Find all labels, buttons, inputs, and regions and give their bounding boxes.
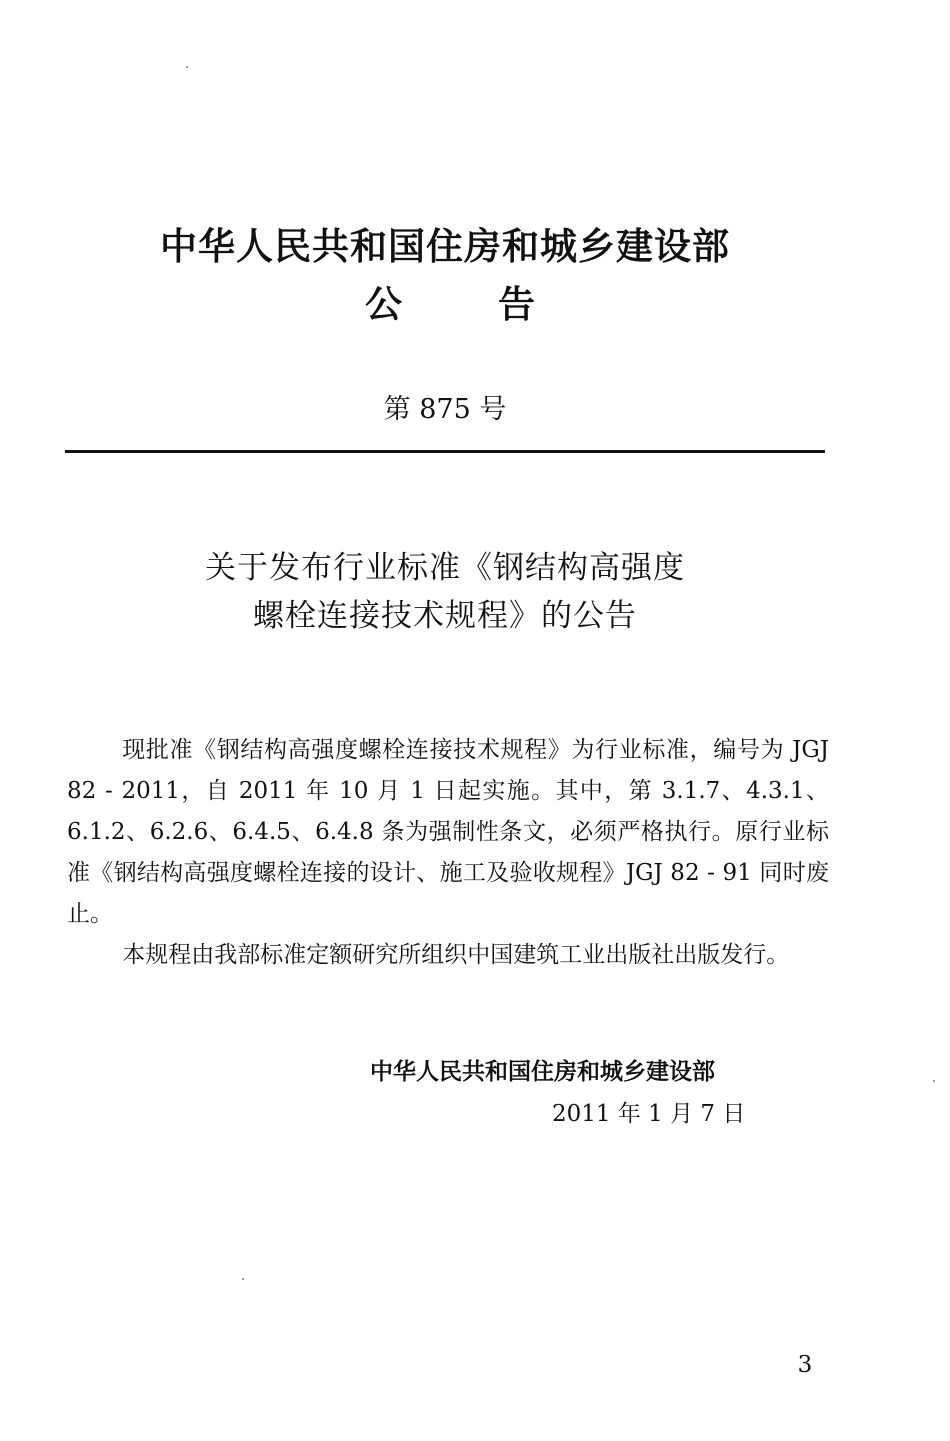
announcement-body: [67, 730, 829, 976]
body-paragraph-1: 现批准《钢结构高强度螺栓连接技术规程》为行业标准，编号为 JGJ 82 - 2011，自 2011 年 10 月 1 日起实施。其中，第 3.1.7、4.3.1、6.1.2、6.2.6、6.4.5、6.4.8 条为强制性条文，必须严格执行。原行业标准《钢结构高强度螺栓连接的设计、施工及验收规程》JGJ 82 - 91 同时废止。: [67, 737, 829, 927]
notice-title: 公告: [365, 283, 535, 326]
heading-line-1: 关于发布行业标准《钢结构高强度: [205, 550, 685, 586]
issuer-title: 中华人民共和国住房和城乡建设部: [160, 225, 730, 268]
issue-number: 第 875 号: [383, 394, 507, 425]
signature-date: 2011 年 1 月 7 日: [552, 1101, 746, 1127]
signature-organization: 中华人民共和国住房和城乡建设部: [370, 1059, 715, 1085]
header-divider: [65, 450, 825, 453]
heading-line-2: 螺栓连接技术规程》的公告: [253, 598, 637, 634]
scan-speck: [242, 1278, 244, 1280]
scan-speck: [186, 66, 188, 68]
announcement-heading: [0, 544, 890, 640]
scan-speck: [933, 1080, 935, 1082]
body-paragraph-2: 本规程由我部标准定额研究所组织中国建筑工业出版社出版发行。: [122, 942, 790, 968]
page-number: 3: [797, 1352, 813, 1378]
